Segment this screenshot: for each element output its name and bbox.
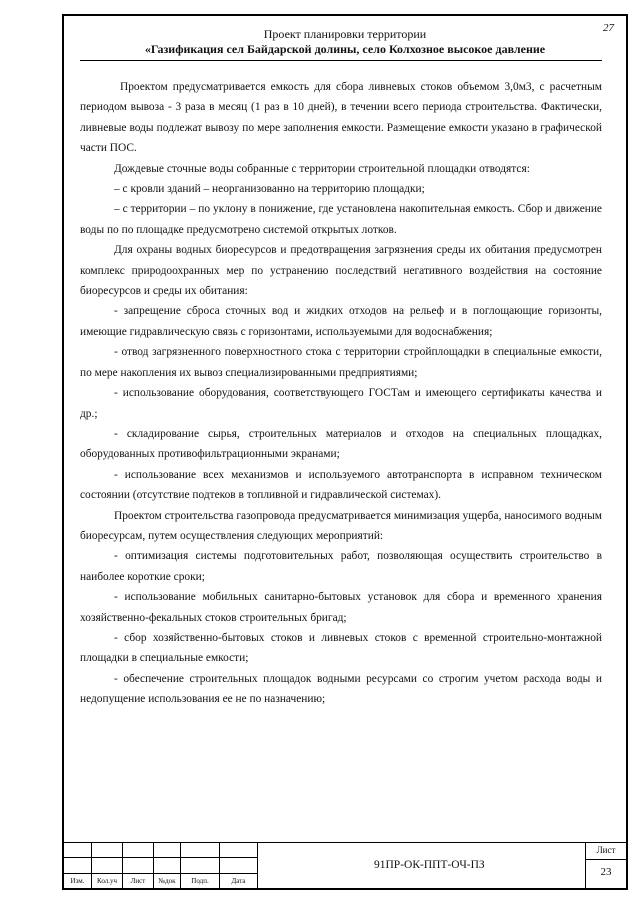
header-line-2: «Газификация сел Байдарской долины, село Колхозное высокое давление bbox=[144, 42, 546, 56]
tb-line-row2 bbox=[64, 873, 257, 874]
title-block bbox=[64, 842, 626, 888]
document-body bbox=[80, 77, 602, 710]
header-line-1: Проект планировки территории bbox=[263, 27, 427, 41]
tb-vline-6 bbox=[257, 842, 258, 888]
tb-col-izm: Изм. bbox=[70, 877, 85, 885]
paragraph: Для охраны водных биоресурсов и предотвращения загрязнения среды их обитания предусмотрен комплекс природоохранных мер по устранению последствий негативного воздействия на состояние биоресурсов и среды их обитания: bbox=[80, 244, 602, 298]
page-number: 27 bbox=[603, 22, 614, 34]
tb-col-data: Дата bbox=[231, 877, 246, 885]
tb-line-row1 bbox=[64, 857, 257, 858]
tb-col-podp: Подп. bbox=[191, 877, 209, 885]
header-rule bbox=[80, 60, 602, 61]
tb-col-list: Лист bbox=[130, 877, 146, 885]
paragraph: - складирование сырья, строительных материалов и отходов на специальных площадках, оборудованных противофильтрационными экранами; bbox=[80, 427, 602, 461]
paragraph: - использование оборудования, соответствующего ГОСТам и имеющего сертификаты качества и др.; bbox=[80, 387, 602, 420]
paragraph: - использование всех механизмов и используемого автотранспорта в исправном техническом состоянии (отсутствие подтеков в топливной и гидравлической системах). bbox=[80, 468, 602, 502]
paragraph: Проектом строительства газопровода предусматривается минимизация ущерба, наносимого водным биоресурсам, путем осуществления следующих мероприятий: bbox=[80, 509, 602, 542]
paragraph: - оптимизация системы подготовительных работ, позволяющая осуществить строительство в наиболее короткие сроки; bbox=[80, 550, 602, 583]
tb-line-sheet bbox=[585, 859, 626, 860]
tb-col-ndok: №док bbox=[158, 877, 176, 885]
paragraph: - использование мобильных санитарно-бытовых установок для сбора и временного хранения хозяйственно-фекальных стоков строительных бригад; bbox=[80, 591, 602, 624]
sheet-label: Лист bbox=[596, 845, 616, 855]
paragraph: - запрещение сброса сточных вод и жидких отходов на рельеф и в поглощающие горизонты, имеющие гидравлическую связь с горизонтами, используемыми для водоснабжения; bbox=[80, 305, 602, 338]
paragraph: – с территории – по уклону в понижение, где установлена накопительная емкость. Сбор и движение воды по по площадке предусмотрено системой открытых лотков. bbox=[80, 203, 602, 236]
paragraph: Дождевые сточные воды собранные с территории строительной площадки отводятся: bbox=[114, 162, 530, 175]
paragraph: Проектом предусматривается емкость для сбора ливневых стоков объемом 3,0м3, с расчетным периодом вывоза - 3 раза в месяц (1 раз в 10 дней), в течении всего периода строительства. Фактически, ливневые воды подлежат вывозу по мере заполнения емкости. Размещение емкости указано в графической части ПОС. bbox=[80, 81, 602, 155]
doc-code: 91ПР-ОК-ППТ-ОЧ-ПЗ bbox=[374, 859, 485, 871]
paragraph: - обеспечение строительных площадок водными ресурсами со строгим учетом расхода воды и недопущение использования ее не по назначению; bbox=[80, 672, 602, 706]
tb-line-top bbox=[64, 842, 626, 843]
tb-col-koluch: Кол.уч bbox=[97, 877, 117, 885]
paragraph: - сбор хозяйственно-бытовых стоков и ливневых стоков с временной строительно-монтажной площадки в специальные емкости; bbox=[80, 631, 602, 665]
paragraph: – с кровли зданий – неорганизованно на территорию площадки; bbox=[114, 183, 425, 196]
sheet-number: 23 bbox=[600, 866, 612, 878]
paragraph: - отвод загрязненного поверхностного стока с территории стройплощадки в специальные емкости, по мере накопления их вывоз специализированными предприятиями; bbox=[80, 346, 602, 379]
